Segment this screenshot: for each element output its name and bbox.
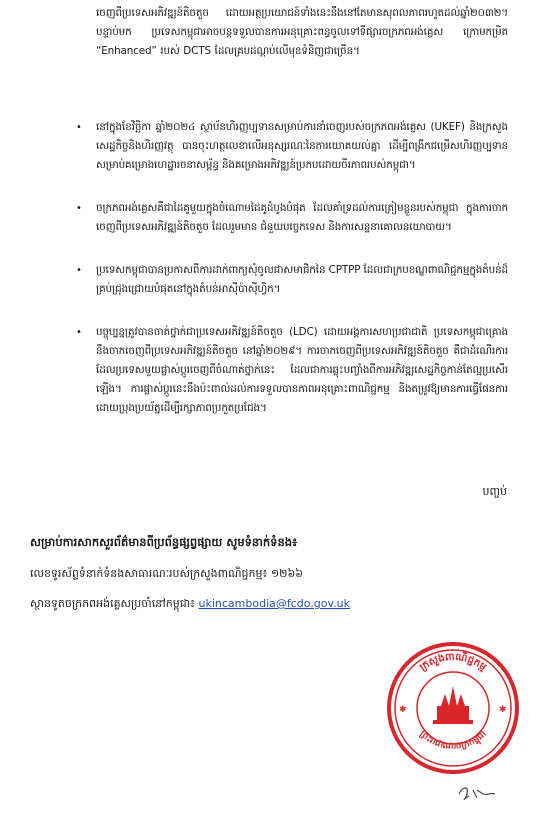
bullet-text: បច្ចុប្បន្នត្រូវបានចាត់ថ្នាក់ជាប្រទេសអភិវឌ្ឍន៍តិចតួច (LDC) ដោយអង្គការសហប្រជាជាតិ ប្រទេសកម្ពុជាគ្រោងនឹងចាកចេញពីប្រទេសអភិវឌ្ឍន៍តិចតួច នៅឆ្នាំ២០២៩។ ការចាកចេញពីប្រទេសអភិវឌ្ឍន៍តិចតួច គឺជាដំណើរការដែលប្រទេសមួយផ្លាស់ប្តូរចេញពីចំណាត់ថ្នាក់នេះ ដែលជាការឆ្លុះបញ្ចាំងពីការអភិវឌ្ឍសេដ្ឋកិច្ចកាន់តែល្អប្រសើរឡើង។ ការផ្លាស់ប្តូរនេះនឹងប៉ះពាល់ដល់ការទទួលបានភាពអនុគ្រោះពាណិជ្ជកម្ម និងតម្រូវឱ្យមានការធ្វើផែនការដោយប្រុងប្រយ័ត្នដើម្បីរក្សាភាពប្រកួតប្រជែង។	[96, 326, 508, 414]
embassy-contact-line	[30, 597, 350, 613]
bullet-icon: •	[76, 122, 82, 133]
bullet-text: នៅក្នុងខែវិច្ឆិកា ឆ្នាំ២០២៤ ស្ថាប័នហិរញ្ញប្បទានសម្រាប់ការនាំចេញរបស់ចក្រភពអង់គ្លេស (UKEF) និងក្រសួងសេដ្ឋកិច្ចនិងហិរញ្ញវត្ថុ បានចុះហត្ថលេខាលើអនុស្សរណៈនៃការយោគយល់គ្នា ដើម្បីពង្រីកជម្រើសហិរញ្ញប្បទានសម្រាប់គម្រោងហេដ្ឋារចនាសម្ព័ន្ធ និងគម្រោងអភិវឌ្ឍន៍ប្រកបដោយចីរភាពរបស់កម្ពុជា។	[96, 121, 508, 171]
end-marker: បញ្ចប់	[482, 485, 507, 498]
intro-paragraph: ចេញពីប្រទេសអភិវឌ្ឍន៍តិចតួច ដោយអត្ថប្រយោជន៍ទាំងនេះនឹងនៅតែមានសុពលភាពរហូតដល់ឆ្នាំ២០៣២។ បន្ទាប់មក ប្រទេសកម្ពុជាអាចបន្តទទួលបានការអនុគ្រោះពន្ធចូលទៅទីផ្សារចក្រភពអង់គ្លេស ក្រោមកម្រិត “Enhanced” របស់ DCTS ដែលគ្របដណ្តប់លើមុខទំនិញជាច្រើន។	[96, 7, 508, 57]
signature-icon	[455, 780, 505, 804]
bullet-icon: •	[76, 327, 82, 338]
svg-text:✱: ✱	[499, 705, 507, 715]
bullet-icon: •	[76, 265, 82, 276]
list-item	[76, 199, 508, 256]
ministry-seal-icon	[385, 640, 521, 776]
bullet-list	[76, 118, 508, 423]
media-contact-heading: សម្រាប់ការសាកសួរព័ត៌មានពីប្រព័ន្ធផ្សព្វផ្សាយ សូមទំនាក់ទំនង៖	[30, 535, 298, 549]
list-item	[76, 261, 508, 318]
svg-text:✱: ✱	[399, 705, 407, 715]
svg-text:ក្រសួងពាណិជ្ជកម្ម: ក្រសួងពាណិជ្ជកម្ម	[417, 651, 489, 674]
list-item	[76, 323, 508, 418]
svg-text:ព្រះរាជាណាចក្រកម្ពុជា: ព្រះរាជាណាចក្រកម្ពុជា	[417, 729, 489, 752]
list-item	[76, 118, 508, 194]
embassy-email-link[interactable]: ukincambodia@fcdo.gov.uk	[198, 597, 351, 610]
bullet-text: ចក្រភពអង់គ្លេសគឺជាដៃគូមួយក្នុងចំណោមដៃគូដំបូងបំផុត ដែលគាំទ្រដល់ការត្រៀមខ្លួនរបស់កម្ពុជា ក្នុងការចាកចេញពីប្រទេសអភិវឌ្ឍន៍តិចតួច ដែលរួមមាន ជំនួយបច្ចេកទេស និងការសន្ទនាគោលនយោបាយ។	[96, 202, 508, 233]
bullet-icon: •	[76, 203, 82, 214]
ministry-phone-line: លេខទូរស័ព្ទទំនាក់ទំនងសាធារណៈរបស់ក្រសួងពាណិជ្ជកម្ម៖ ១២៦៦	[30, 567, 304, 580]
embassy-label: ស្ថានទូតចក្រភពអង់គ្លេសប្រចាំនៅកម្ពុជា៖	[30, 597, 195, 610]
bullet-text: ប្រទេសកម្ពុជាបានប្រកាសពីការដាក់ពាក្យសុំចូលជាសមាជិកនៃ CPTPP ដែលជាក្របខណ្ឌពាណិជ្ជកម្មក្នុងតំបន់ដ៏គ្រប់ជ្រុងជ្រោយបំផុតនៅក្នុងតំបន់អាស៊ីប៉ាស៊ីហ្វិក។	[96, 264, 508, 295]
